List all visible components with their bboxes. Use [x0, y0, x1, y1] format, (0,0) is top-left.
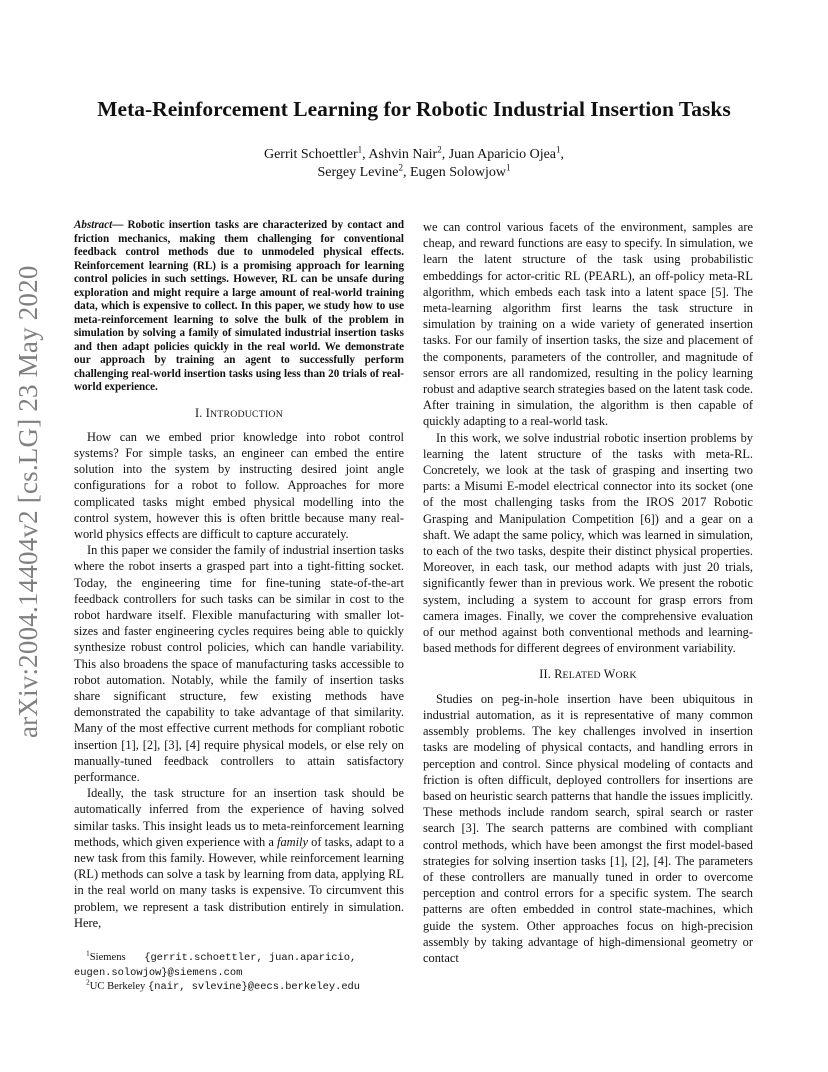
- abstract-text: — Robotic insertion tasks are characterized by contact and friction mechanics, making them challenging for conventional feedback control methods due to unmodeled physical effects. Reinforcement learning (RL) is a promising approach for learning control policies in such settings. However, RL can be unsafe during exploration and might require a large amount of real-world training data, which is expensive to collect. In this paper, we study how to use meta-reinforcement learning to solve the bulk of the problem in simulation by solving a family of simulated industrial insertion tasks and then adapt policies quickly in the real world. We demonstrate our approach by training an agent to successfully perform challenging real-world insertion tasks using less than 20 trials of real-world experience.: [74, 219, 404, 393]
- section-heading-related-work: [423, 666, 753, 684]
- intro-paragraph-1: How can we embed prior knowledge into robot control systems? For simple tasks, an engineer can embed the entire solution into the system by instructing desired joint angle configurations for a robot to follow. Approaches for more complicated tasks might embed physical modelling into the control system, however this is often brittle because many real-world physics effects are difficult to capture accurately.: [74, 429, 404, 541]
- section-heading-introduction: [74, 405, 404, 423]
- footnotes: [74, 948, 404, 995]
- right-column: [423, 219, 753, 966]
- footnote-1-continued: [74, 966, 404, 981]
- section-title-initial: W: [603, 667, 616, 682]
- abstract: [74, 219, 404, 395]
- text-span: Ideally, the task structure for an insertion task should be automatically inferred from the experience of having solved similar tasks. This insight leads us to meta-reinforcement learning methods, which given experience with a: [74, 786, 404, 849]
- footnote-affiliation: UC Berkeley: [89, 981, 146, 992]
- author-name: Juan Aparicio Ojea: [448, 147, 557, 162]
- section-title-initial: R: [554, 667, 563, 682]
- intro-paragraph-5: In this work, we solve industrial robotic insertion problems by learning the latent structure of the tasks with meta-RL. Concretely, we look at the task of grasping and inserting two parts: a Misumi E-model electrical connector into its socket (one of the most challenging tasks from the IROS 2017 Robotic Grasping and Manipulation Competition [6]) and a gear on a shaft. We adapt the same policy, which was learned in simulation, to each of the two tasks, despite their distinct physical properties. Moreover, in each task, our method adapts with just 20 trials, significantly fewer than in previous work. We present the robotic system, including a system to account for grasp errors from camera images. Finally, we cover the comprehensive evaluation of our method against both conventional methods and learning-based methods for different degrees of environment variability.: [423, 430, 753, 656]
- emphasis-text: family: [277, 834, 309, 849]
- affiliation-marker: 1: [556, 144, 561, 155]
- footnote-1: [74, 948, 404, 966]
- left-column: [74, 219, 404, 931]
- paper-title: Meta-Reinforcement Learning for Robotic Industrial Insertion Tasks: [97, 97, 731, 121]
- footnote-marker: 1: [86, 948, 90, 958]
- author-name: Gerrit Schoettler: [263, 147, 358, 162]
- affiliation-marker: 2: [398, 162, 403, 173]
- arxiv-side-identifier: arXiv:2004.14404v2 [cs.LG] 23 May 2020: [13, 265, 43, 738]
- affiliation-marker: 2: [437, 144, 442, 155]
- footnote-affiliation: Siemens: [89, 952, 126, 963]
- author-name: Eugen Solowjow: [409, 165, 507, 180]
- section-title-rest: ORK: [615, 670, 637, 682]
- footnote-email: {gerrit.schoettler, juan.aparicio,: [144, 952, 357, 964]
- footnote-email: {nair, svlevine}@eecs.berkeley.edu: [148, 981, 361, 993]
- affiliation-marker: 1: [357, 144, 363, 155]
- section-title-rest: NTRODUCTION: [210, 408, 283, 420]
- footnote-email: eugen.solowjow}@siemens.com: [74, 966, 243, 979]
- section-title-initial: I: [205, 405, 211, 420]
- section-number: I.: [195, 405, 203, 420]
- author-name: Sergey Levine: [317, 165, 399, 180]
- section-title-rest: ELATED: [562, 670, 601, 682]
- affiliation-marker: 1: [506, 162, 511, 173]
- footnote-marker: 2: [86, 977, 90, 987]
- section-number: II.: [539, 667, 551, 682]
- text-span: of tasks, adapt to a new task from this family. However, while reinforcement learning (RL) methods can solve a task by learning from data, applying RL in the real world on many tasks is expensive. To circumvent this problem, we represent a task distribution entirely in simulation. Here,: [74, 834, 404, 930]
- intro-paragraph-4: we can control various facets of the environment, samples are cheap, and reward functions are easy to specify. In simulation, we learn the latent structure of the task using probabilistic embeddings for actor-critic RL (PEARL), an off-policy meta-RL algorithm, which embeds each task into a latent space [5]. The meta-learning algorithm first learns the task structure in simulation by training on a wide variety of generated insertion tasks. For our family of insertion tasks, the size and placement of the components, parameters of the controller, and magnitude of sensor errors are all randomized, resulting in the policy learning robust and adaptive search strategies based on the latent task code. After training in simulation, the algorithm is then capable of quickly adapting to a real-world task.: [423, 220, 753, 429]
- intro-paragraph-2: In this paper we consider the family of industrial insertion tasks where the robot inserts a grasped part into a tight-fitting socket. Today, the engineering time for fine-tuning state-of-the-art feedback controllers for such tasks can be similar in cost to the robot hardware itself. Flexible manufacturing with smaller lot-sizes and faster engineering cycles requires being able to quickly synthesize robust control policies, which can handle variability. This also broadens the space of manufacturing tasks accessible to robot automation. Notably, while the family of insertion tasks share significant structure, few existing methods have demonstrated the capability to take advantage of that similarity. Many of the most effective current methods for compliant robotic insertion [1], [2], [3], [4] require physical models, or else rely on manually-tuned feedback controllers to attain satisfactory performance.: [74, 543, 404, 784]
- related-paragraph-1: Studies on peg-in-hole insertion have been ubiquitous in industrial automation, as it is representative of many common assembly problems. The key challenges involved in insertion tasks are modeling of physical contacts, and handling errors in perception and control. Since physical modeling of contacts and friction is often difficult, deployed controllers for insertions are based on heuristic search patterns that handle the issues implicitly. These methods include random search, spiral search or raster search [3]. The search patterns are combined with compliant control methods, which have been amongst the first model-based strategies for solving insertion tasks [1], [2], [4]. The parameters of these controllers are manually tuned in order to overcome perception and control errors for a specific system. The search patterns are often embedded in control state-machines, which guide the system. Other approaches focus on high-precision assembly by taking advantage of high-dimensional geometry or contact: [423, 691, 753, 965]
- author-name: Ashvin Nair: [368, 147, 438, 162]
- author-list: Gerrit Schoettler$^1$, Ashvin Nair$^2$, Juan Aparicio Ojea$^1$, Sergey Levine$^2$, Eugen Solowjow$^1$: [263, 144, 565, 180]
- abstract-label: Abstract: [74, 219, 113, 231]
- intro-paragraph-3: [74, 785, 404, 931]
- footnote-2: [74, 977, 404, 995]
